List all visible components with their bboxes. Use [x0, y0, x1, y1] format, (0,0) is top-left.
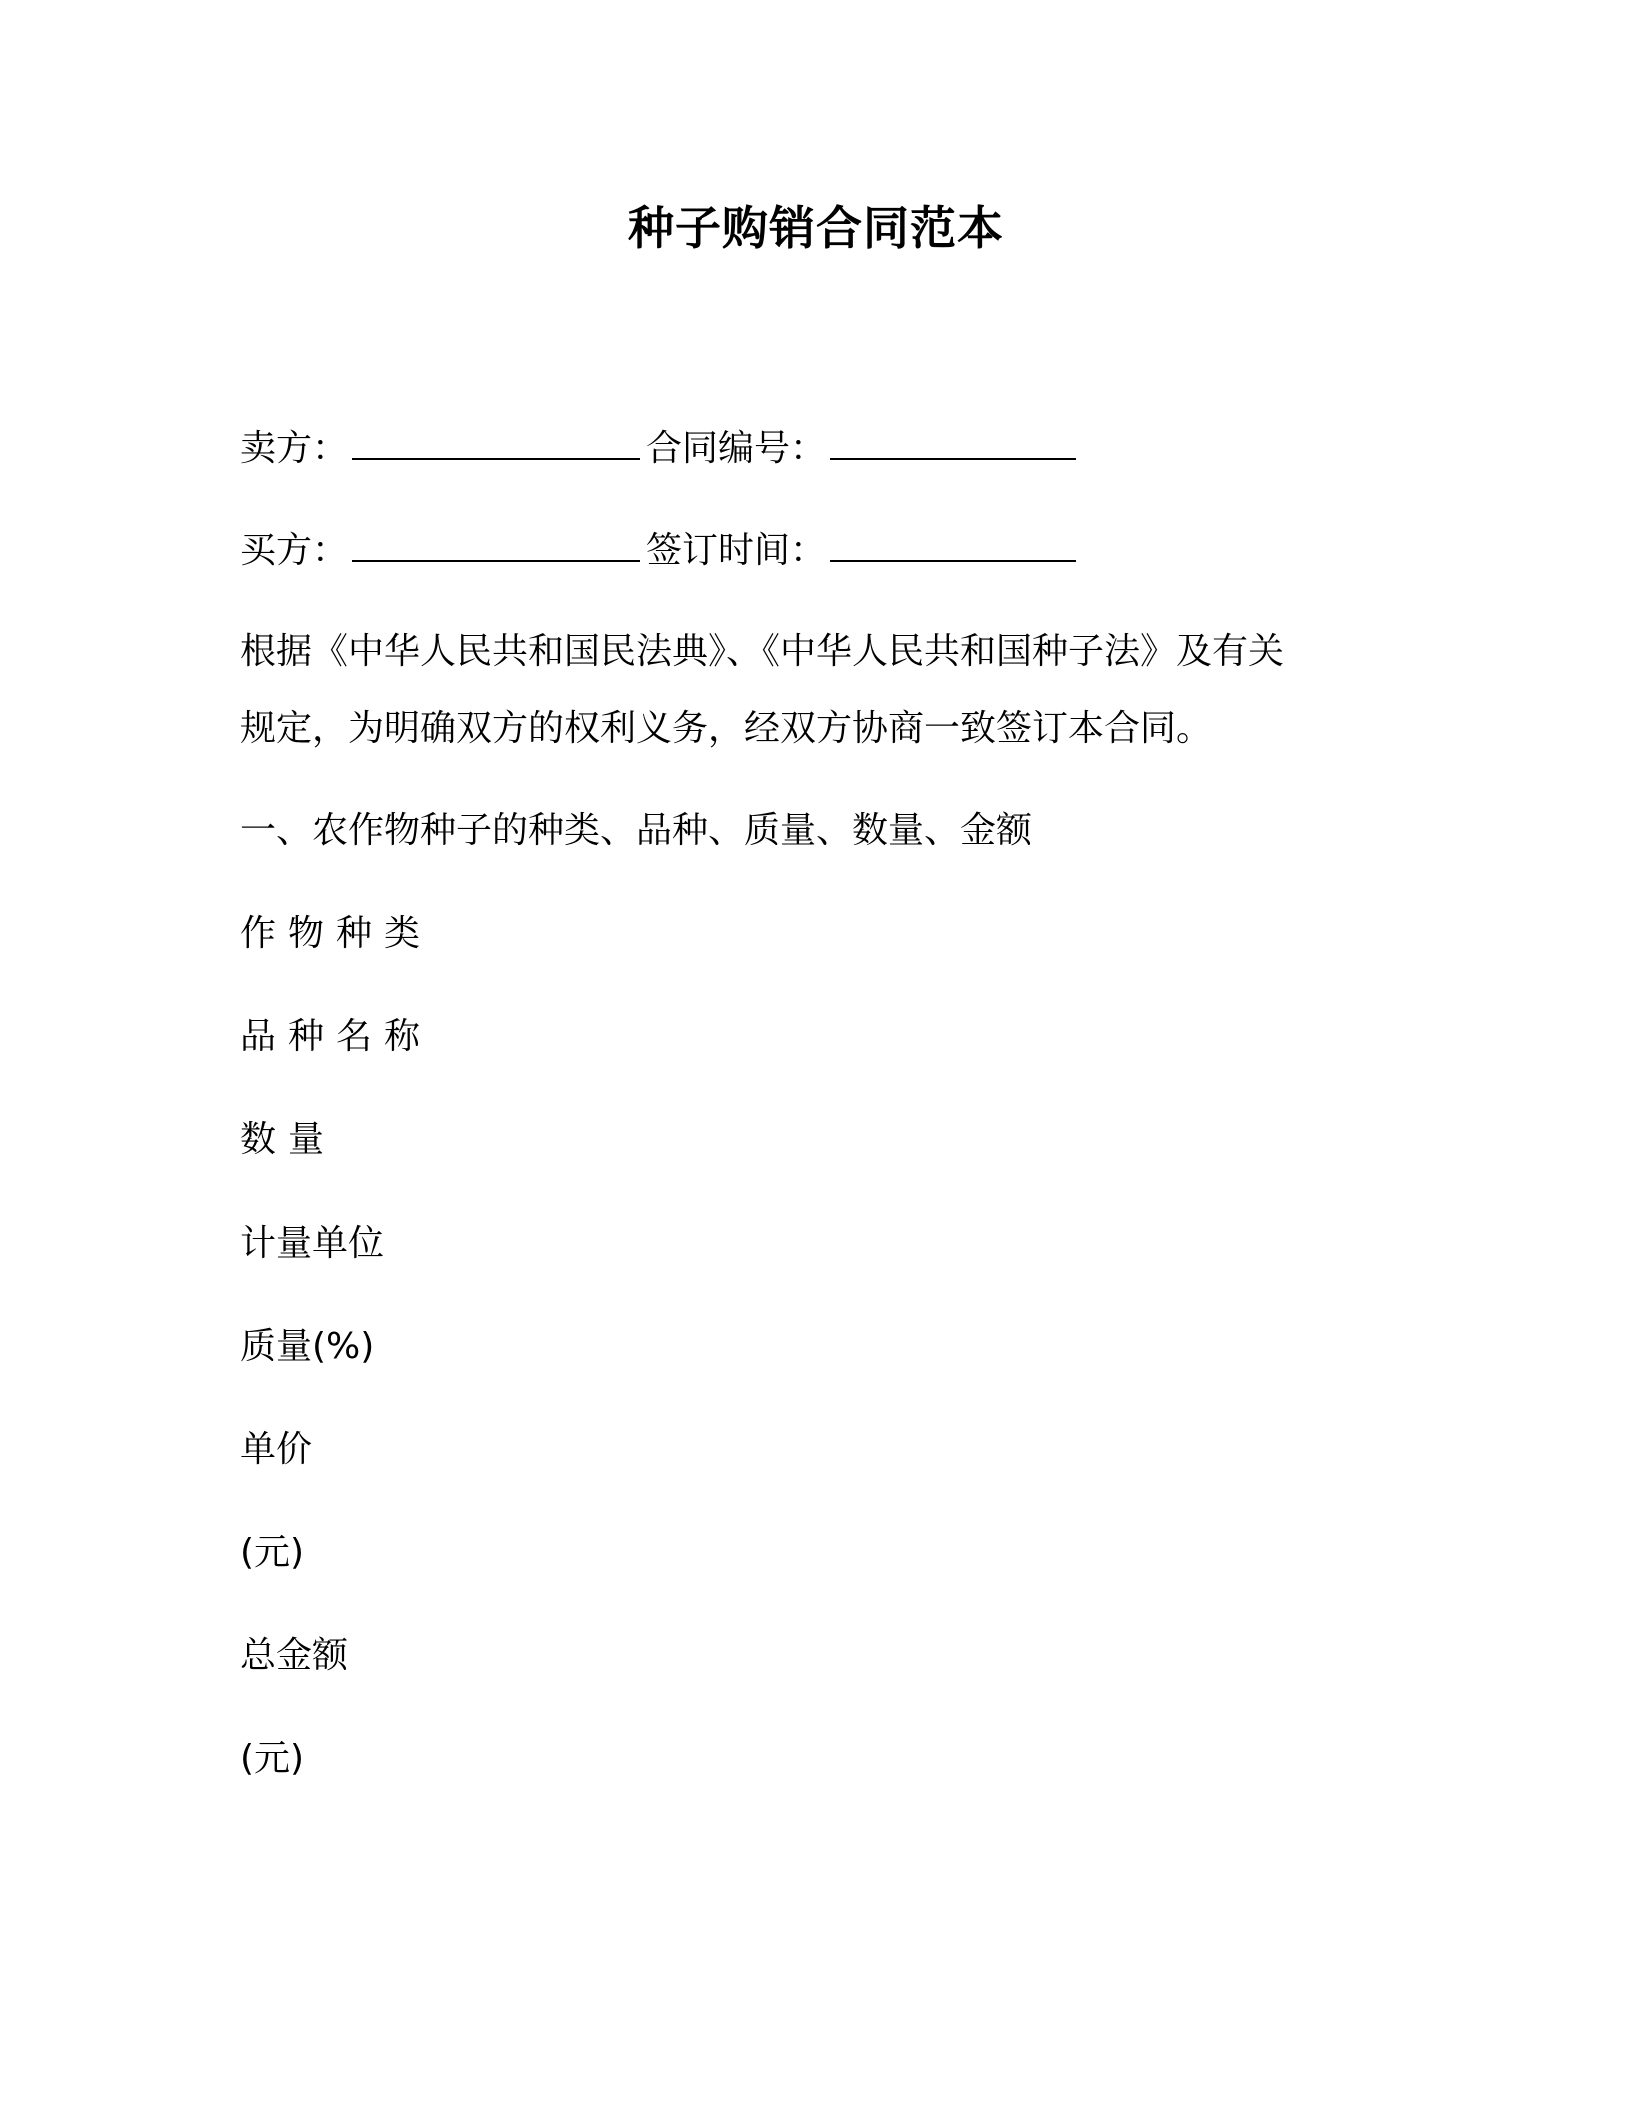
field-crop-type: 作物种类 — [240, 913, 433, 954]
intro-line-2: 规定，为明确双方的权利义务，经双方协商一致签订本合同。 — [240, 708, 1213, 749]
contract-no-label: 合同编号： — [646, 428, 827, 469]
field-quality: 质量(%) — [240, 1326, 375, 1367]
field-unit-price: 单价 — [240, 1429, 313, 1470]
intro-line-1: 根据《中华人民共和国民法典》、《中华人民共和国种子法》及有关 — [240, 631, 1285, 672]
field-unit: 计量单位 — [240, 1223, 385, 1264]
field-unit-price-currency: (元) — [240, 1532, 305, 1573]
field-total-amount: 总金额 — [240, 1635, 349, 1676]
seller-blank[interactable] — [352, 424, 640, 460]
buyer-label: 买方： — [240, 530, 349, 571]
buyer-line — [240, 526, 1082, 576]
seller-line — [240, 424, 1082, 474]
document-title: 种子购销合同范本 — [628, 201, 1004, 255]
section-1-heading: 一、农作物种子的种类、品种、质量、数量、金额 — [240, 810, 1033, 851]
sign-time-blank[interactable] — [830, 526, 1076, 562]
seller-label: 卖方： — [240, 428, 349, 469]
field-total-amount-currency: (元) — [240, 1738, 305, 1779]
contract-no-blank[interactable] — [830, 424, 1076, 460]
field-quantity: 数量 — [240, 1119, 337, 1160]
sign-time-label: 签订时间： — [646, 530, 827, 571]
buyer-blank[interactable] — [352, 526, 640, 562]
field-variety-name: 品种名称 — [240, 1016, 433, 1057]
